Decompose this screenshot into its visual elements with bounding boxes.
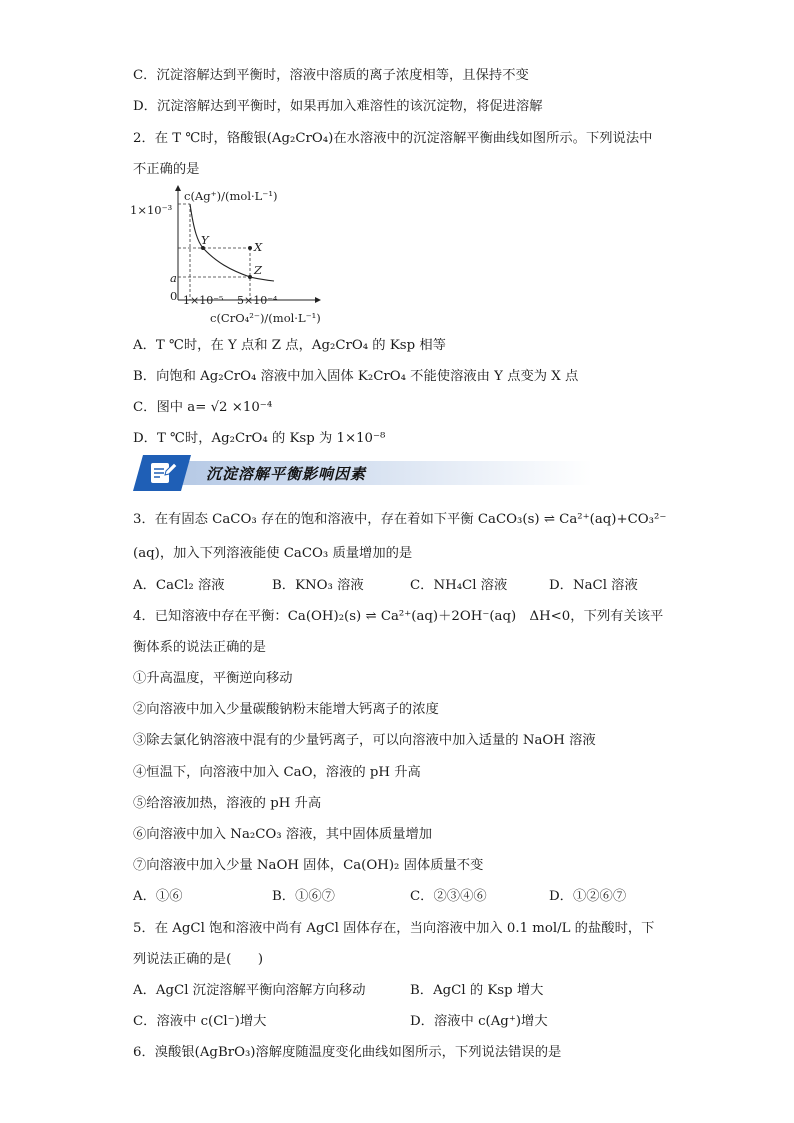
q4-item-4: ④恒温下，向溶液中加入 CaO，溶液的 pH 升高 (133, 765, 421, 780)
q1-option-c: C．沉淀溶解达到平衡时，溶液中溶质的离子浓度相等，且保持不变 (133, 68, 529, 83)
point-x-label: X (254, 240, 263, 254)
q5-option-d: D．溶液中 c(Ag⁺)增大 (410, 1014, 548, 1029)
q4-item-5: ⑤给溶液加热，溶液的 pH 升高 (133, 796, 322, 811)
q5-stem-line1: 5．在 AgCl 饱和溶液中尚有 AgCl 固体存在，当向溶液中加入 0.1 mol/L 的盐酸时，下 (133, 921, 655, 936)
q2-option-c: C．图中 a= √2 ×10⁻⁴ (133, 400, 273, 415)
q3-stem-line2: (aq)，加入下列溶液能使 CaCO₃ 质量增加的是 (133, 546, 413, 561)
q4-item-3: ③除去氯化钠溶液中混有的少量钙离子，可以向溶液中加入适量的 NaOH 溶液 (133, 733, 596, 748)
point-z-label: Z (254, 263, 262, 277)
origin-label: 0 (170, 289, 178, 303)
q4-option-c: C．②③④⑥ (410, 889, 487, 904)
q2-stem-line2: 不正确的是 (133, 162, 200, 177)
q3-option-a: A．CaCl₂ 溶液 (133, 578, 225, 593)
q4-item-2: ②向溶液中加入少量碳酸钠粉末能增大钙离子的浓度 (133, 702, 439, 717)
q6-stem-line1: 6．溴酸银(AgBrO₃)溶解度随温度变化曲线如图所示，下列说法错误的是 (133, 1045, 562, 1060)
q3-option-b: B．KNO₃ 溶液 (272, 578, 364, 593)
q5-option-c: C．溶液中 c(Cl⁻)增大 (133, 1014, 267, 1029)
solubility-chart (128, 184, 358, 330)
q5-option-a: A．AgCl 沉淀溶解平衡向溶解方向移动 (133, 983, 366, 998)
q4-option-d: D．①②⑥⑦ (549, 889, 627, 904)
q1-option-d: D．沉淀溶解达到平衡时，如果再加入难溶性的该沉淀物，将促进溶解 (133, 99, 543, 114)
q2-stem-line1: 2．在 T ℃时，铬酸银(Ag₂CrO₄)在水溶液中的沉淀溶解平衡曲线如图所示。下列说法中 (133, 131, 653, 146)
q4-stem-line1: 4．已知溶液中存在平衡：Ca(OH)₂(s) ⇌ Ca²⁺(aq)＋2OH⁻(aq) ΔH<0，下列有关该平 (133, 609, 664, 624)
q4-stem-line2: 衡体系的说法正确的是 (133, 640, 266, 655)
q2-option-d: D．T ℃时，Ag₂CrO₄ 的 Ksp 为 1×10⁻⁸ (133, 431, 386, 446)
q4-item-7: ⑦向溶液中加入少量 NaOH 固体，Ca(OH)₂ 固体质量不变 (133, 858, 484, 873)
x-tick-2: 5×10⁻⁴ (237, 294, 278, 307)
q4-option-b: B．①⑥⑦ (272, 889, 335, 904)
point-x (248, 246, 252, 250)
q3-stem-line1: 3．在有固态 CaCO₃ 存在的饱和溶液中，存在着如下平衡 CaCO₃(s) ⇌ Ca²⁺(aq)+CO₃²⁻ (133, 512, 667, 527)
q3-option-d: D．NaCl 溶液 (549, 578, 638, 593)
q3-option-c: C．NH₄Cl 溶液 (410, 578, 508, 593)
q5-option-b: B．AgCl 的 Ksp 增大 (410, 983, 544, 998)
section-title: 沉淀溶解平衡影响因素 (206, 465, 367, 483)
q2-option-b: B．向饱和 Ag₂CrO₄ 溶液中加入固体 K₂CrO₄ 不能使溶液由 Y 点变为 X 点 (133, 369, 579, 384)
q2-option-a: A．T ℃时，在 Y 点和 Z 点，Ag₂CrO₄ 的 Ksp 相等 (133, 338, 446, 353)
y-tick-a: a (170, 271, 177, 285)
point-y-label: Y (201, 233, 209, 247)
x-axis-label: c(CrO₄²⁻)/(mol·L⁻¹) (210, 311, 321, 325)
y-tick-top: 1×10⁻³ (130, 203, 173, 217)
q4-item-1: ①升高温度，平衡逆向移动 (133, 671, 293, 686)
q5-stem-line2: 列说法正确的是( ) (133, 952, 264, 967)
point-z (248, 275, 252, 279)
y-axis-label: c(Ag⁺)/(mol·L⁻¹) (184, 189, 278, 203)
q4-option-a: A．①⑥ (133, 889, 183, 904)
x-tick-1: 1×10⁻⁵ (183, 294, 224, 307)
q4-item-6: ⑥向溶液中加入 Na₂CO₃ 溶液，其中固体质量增加 (133, 827, 433, 842)
